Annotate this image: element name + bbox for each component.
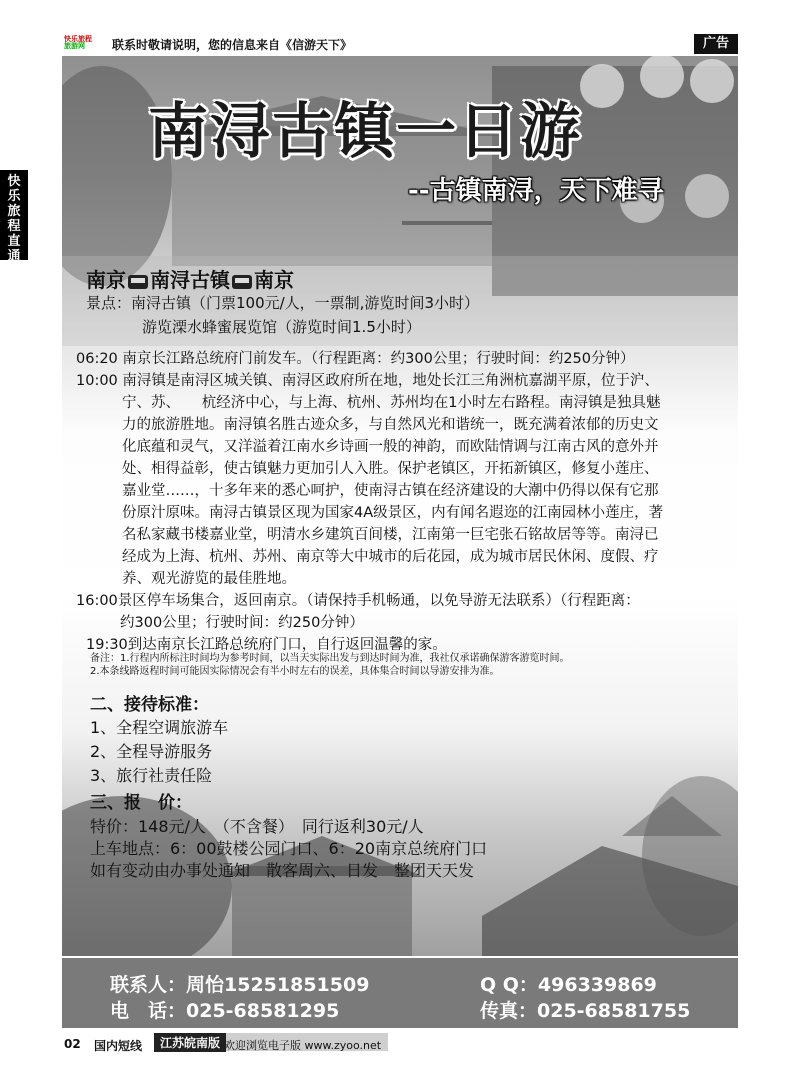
contact-fax: 传真：025-68581755 bbox=[480, 1000, 691, 1022]
note-line: 2.本条线路返程时间可能因实际情况会有半小时左右的误差，具体集合时间以导游安排为准。 bbox=[90, 666, 500, 677]
itinerary-line: 经成为上海、杭州、苏州、南京等大中城市的后花园，成为城市居民休闲、度假、疗 bbox=[122, 549, 659, 565]
header-note: 联系时敬请说明，您的信息来自《信游天下》 bbox=[112, 38, 353, 52]
ad-badge: 广告 bbox=[694, 34, 738, 54]
sign-circle bbox=[640, 56, 684, 98]
edition-badge: 江苏皖南版 bbox=[154, 1033, 226, 1052]
itinerary-line: 宁、苏、 杭经济中心，与上海、杭州、苏州均在1小时左右路程。南浔镇是独具魅 bbox=[122, 395, 661, 411]
price-pickup: 上车地点：6：00鼓楼公园门口、6：20南京总统府门口 bbox=[90, 839, 488, 858]
sights-line-1: 景点：南浔古镇（门票100元/人，一票制,游览时间3小时） bbox=[86, 294, 479, 312]
side-tab: 快乐旅程直通车 bbox=[0, 170, 28, 260]
itinerary-line: 力的旅游胜地。南浔镇名胜古迹众多，与自然风光和谐统一，既充满着浓郁的历史文 bbox=[122, 417, 659, 433]
itinerary-line: 16:00景区停车场集合，返回南京。（请保持手机畅通，以免导游无法联系）（行程距离： bbox=[76, 593, 640, 609]
railing bbox=[402, 221, 492, 225]
service-heading: 二、接待标准： bbox=[90, 695, 209, 715]
browse-link[interactable]: 欢迎浏览电子版 www.zyoo.net bbox=[224, 1039, 382, 1052]
service-item: 3、旅行社责任险 bbox=[90, 766, 213, 785]
section-name: 国内短线 bbox=[94, 1039, 143, 1053]
itinerary bbox=[76, 348, 663, 656]
itinerary-line: 嘉业堂……，十多年来的悉心呵护，使南浔古镇在经济建设的大潮中仍得以保有它那 bbox=[122, 483, 659, 499]
itinerary-line: 份原汁原味。南浔古镇景区现为国家4A级景区，内有闻名遐迩的江南园林小莲庄，著 bbox=[122, 505, 664, 521]
itinerary-line: 19:30到达南京长江路总统府门口，自行返回温馨的家。 bbox=[86, 637, 447, 653]
itinerary-line: 化底蕴和灵气，又洋溢着江南水乡诗画一般的神韵，而欧陆情调与江南古风的意外并 bbox=[122, 439, 659, 455]
price-special: 特价：148元/人 （不含餐） 同行返利30元/人 bbox=[90, 817, 424, 836]
service-item: 2、全程导游服务 bbox=[90, 742, 213, 761]
logo: 快乐旅程 旅游网 bbox=[64, 35, 92, 50]
itinerary-line: 养、观光游览的最佳胜地。 bbox=[122, 571, 296, 587]
contact-phone: 电 话：025-68581295 bbox=[110, 1000, 340, 1022]
itinerary-line: 处、相得益彰，使古镇魅力更加引人入胜。保护老镇区，开拓新镇区，修复小莲庄、 bbox=[122, 461, 659, 477]
sign-circle bbox=[690, 59, 734, 103]
page-number: 02 bbox=[64, 1037, 81, 1051]
page-title: 南浔古镇一日游 bbox=[148, 97, 582, 167]
service-item: 1、全程空调旅游车 bbox=[90, 718, 229, 737]
sign-circle bbox=[685, 174, 729, 218]
service-list bbox=[90, 716, 228, 788]
itinerary-line: 06:20 南京长江路总统府门前发车。（行程距离：约300公里；行驶时间：约250分钟） bbox=[76, 351, 635, 367]
contact-person: 联系人：周怡15251851509 bbox=[110, 974, 370, 996]
route-line: 南京 南浔古镇 南京 bbox=[86, 268, 294, 292]
itinerary-line: 名私家藏书楼嘉业堂，明清水乡建筑百间楼，江南第一巨宅张石铭故居等等。南浔已 bbox=[122, 527, 659, 543]
price-schedule: 如有变动由办事处通知 散客周六、日发 整团天天发 bbox=[90, 861, 475, 880]
sights-line-2: 游览溧水蜂蜜展览馆（游览时间1.5小时） bbox=[142, 318, 421, 336]
note-line: 备注：1.行程内所标注时间均为参考时间，以当天实际出发与到达时间为准，我社仅承诺确保游客游览时间。 bbox=[90, 653, 570, 664]
sign-circle bbox=[580, 64, 624, 108]
notes bbox=[90, 652, 570, 678]
contact-qq: Q Q：496339869 bbox=[480, 974, 657, 996]
bus-icon bbox=[128, 275, 148, 289]
itinerary-line: 10:00 南浔镇是南浔区城关镇、南浔区政府所在地，地处长江三角洲杭嘉湖平原，位于沪、 bbox=[76, 373, 659, 389]
bus-icon bbox=[232, 275, 252, 289]
page-subtitle: --古镇南浔，天下难寻 bbox=[408, 176, 664, 206]
price-heading: 三、报 价： bbox=[90, 793, 192, 813]
itinerary-line: 约300公里；行驶时间：约250分钟） bbox=[120, 615, 364, 631]
